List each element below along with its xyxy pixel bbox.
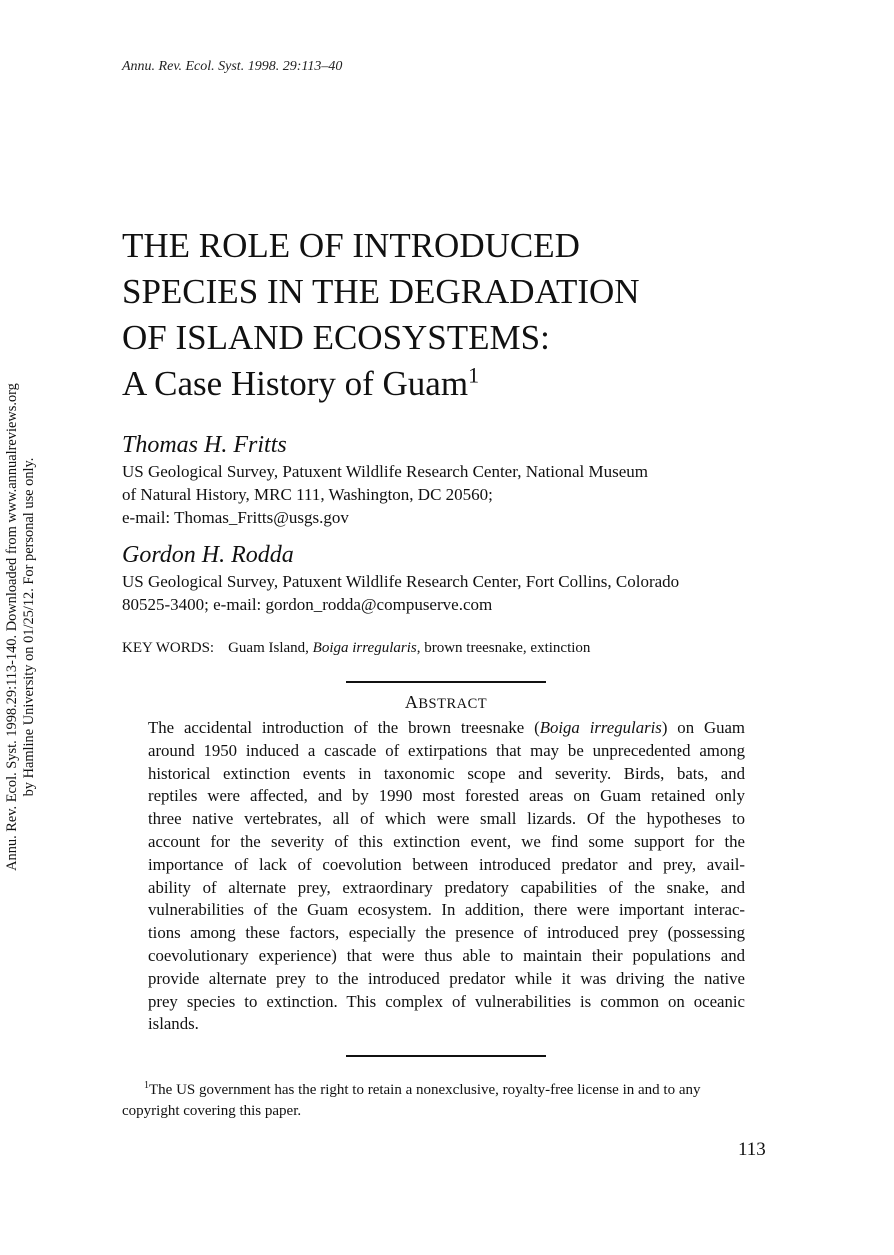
abstract-line: prey species to extinction. This complex of vulnerabilities is common on oceanic [148, 991, 745, 1011]
author-affiliation [122, 460, 802, 529]
abstract-line: historical extinction events in taxonomic scope and severity. Birds, bats, and [148, 763, 745, 783]
title-line [122, 361, 802, 407]
abstract-line: importance of lack of coevolution between introduced predator and prey, avail- [148, 854, 745, 874]
abstract-line: The accidental introduction of the brown treesnake (Boiga irregularis) on Guam [148, 718, 745, 737]
title-line: OF ISLAND ECOSYSTEMS: [122, 318, 550, 357]
author-affiliation [122, 570, 802, 616]
abstract-bottom-rule [346, 1055, 546, 1057]
footnote-text: copyright covering this paper. [122, 1103, 302, 1119]
abstract-line: coevolutionary experience) that were thus able to maintain their populations and [148, 945, 745, 965]
affiliation-email: e-mail: Thomas_Fritts@usgs.gov [122, 508, 349, 527]
keywords [122, 640, 590, 657]
title-line: THE ROLE OF INTRODUCED [122, 226, 580, 265]
abstract-line: around 1950 induced a cascade of extirpations that may be unprecedented among [148, 740, 745, 760]
abstract-line: vulnerabilities of the Guam ecosystem. In addition, there were important interac- [148, 900, 745, 920]
author-name: Gordon H. Rodda [122, 542, 294, 568]
species-name: Boiga irregularis [539, 718, 662, 737]
title-footnote-marker: 1 [468, 362, 480, 388]
affiliation-line: of Natural History, MRC 111, Washington, DC 20560; [122, 485, 493, 504]
footnote-marker: 1 [144, 1080, 149, 1091]
keyword-species: Boiga irregularis [312, 640, 417, 656]
abstract-line: account for the severity of this extinction event, we find some support for the [148, 831, 745, 851]
side-note-line-2: by Hamline University on 01/25/12. For personal use only. [21, 457, 37, 797]
abstract-line: provide alternate prey to the introduced predator while it was driving the native [148, 968, 745, 988]
abstract-line: islands. [148, 1014, 199, 1034]
affiliation-email: 80525-3400; e-mail: gordon_rodda@compuserve.com [122, 595, 493, 614]
footnote-text: The US government has the right to retain a nonexclusive, royalty-free license in and to any [149, 1082, 701, 1098]
journal-citation: Annu. Rev. Ecol. Syst. 1998. 29:113–40 [122, 59, 343, 74]
keyword-text: , brown treesnake, extinction [416, 640, 591, 656]
abstract-line: three native vertebrates, all of which were small lizards. Of the hypotheses to [148, 809, 745, 829]
side-note-line-1: Annu. Rev. Ecol. Syst. 1998.29:113-140. Downloaded from www.annualreviews.org [4, 383, 20, 871]
abstract-top-rule [346, 681, 546, 683]
page-number: 113 [738, 1139, 766, 1160]
abstract-heading: ABSTRACT [404, 692, 488, 712]
download-side-note [4, 342, 38, 912]
subtitle-text: A Case History of Guam [122, 364, 469, 403]
title-line: SPECIES IN THE DEGRADATION [122, 272, 640, 311]
article-title [122, 223, 802, 407]
affiliation-line: US Geological Survey, Patuxent Wildlife Research Center, Fort Collins, Colorado [122, 572, 680, 591]
footnote [122, 1080, 772, 1122]
abstract-line: reptiles were affected, and by 1990 most forested areas on Guam retained only [148, 786, 745, 806]
abstract-line: tions among these factors, especially the presence of introduced prey (possessing [148, 923, 745, 943]
abstract-body [148, 717, 745, 1036]
author-name: Thomas H. Fritts [122, 432, 287, 458]
keywords-label: KEY WORDS: [122, 640, 215, 656]
abstract-line: ability of alternate prey, extraordinary predatory capabilities of the snake, and [148, 877, 745, 897]
keyword-text: Guam Island, [228, 640, 313, 656]
affiliation-line: US Geological Survey, Patuxent Wildlife Research Center, National Museum [122, 462, 648, 481]
